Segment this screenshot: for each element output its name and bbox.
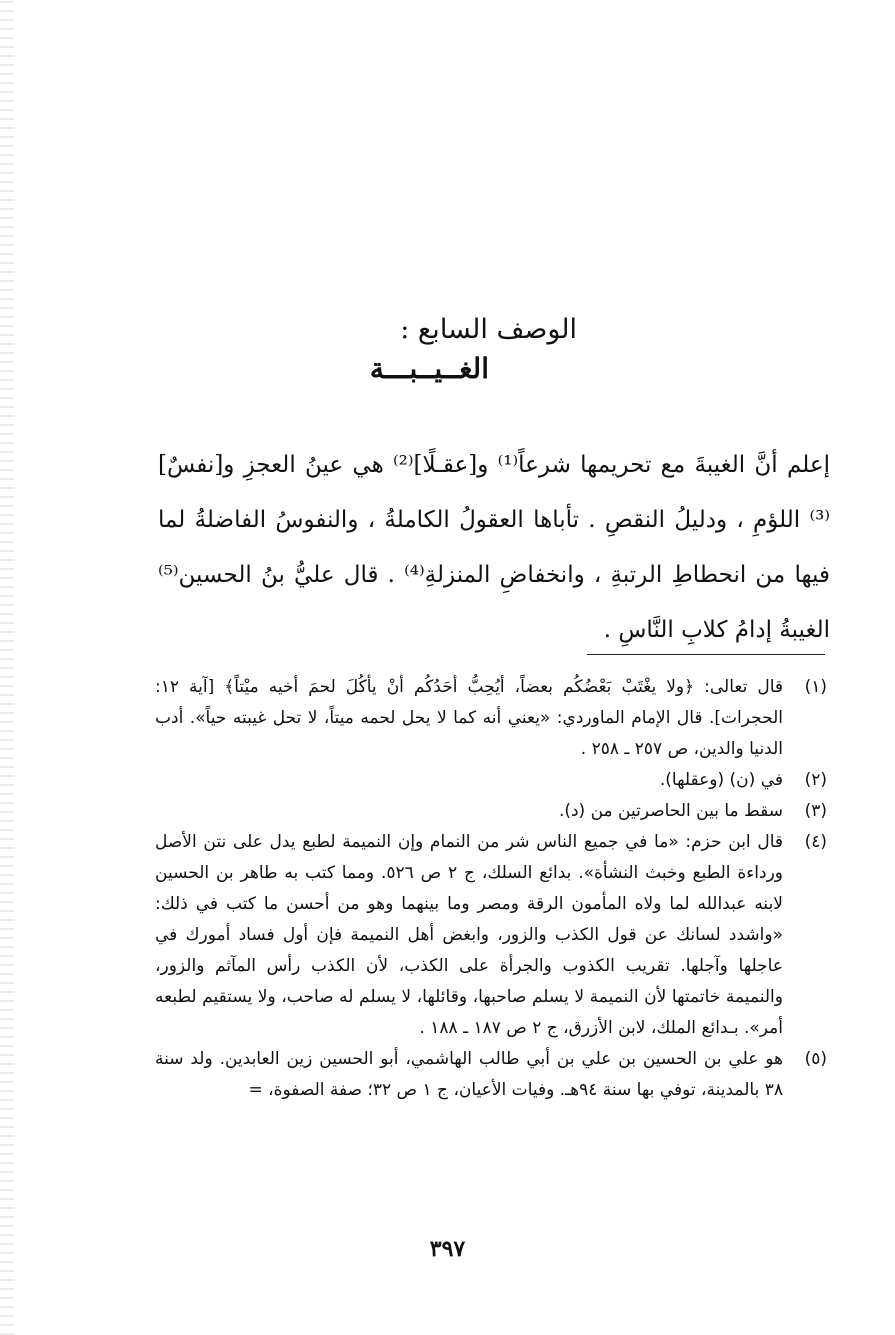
page-number: ٣٩٧ <box>429 1236 466 1262</box>
footnote-3 <box>155 796 827 827</box>
binding-edge <box>0 0 14 1335</box>
footnote-number: (٥) <box>804 1049 827 1069</box>
footnote-2 <box>155 765 827 796</box>
footnote-number: (١) <box>804 677 827 697</box>
footnote-number: (٢) <box>804 770 827 790</box>
footnote-4 <box>155 827 827 1044</box>
footnote-text: هو علي بن الحسين بن علي بن أبي طالب الهاشمي، أبو الحسين زين العابدين. ولد سنة ٣٨ بالمدينة، توفي بها سنة ٩٤هـ. وفيات الأعيان، ج ١ ص ٣٢؛ صفة الصفوة، = <box>155 1049 783 1100</box>
footnote-text: في (ن) (وعقلها). <box>659 770 783 790</box>
paragraph-text: إعلم أنَّ الغيبةَ مع تحريمها شرعاً⁽¹⁾ و[عقـلًا]⁽²⁾ هي عينُ العجزِ و[نفسٌ]⁽³⁾ اللؤمِ ، ودليلُ النقصِ . تأباها العقولُ الكاملةُ ، والنفوسُ الفاضلةُ لما فيها من انحطاطِ الرتبةِ ، وانخفاضِ المنزلةِ⁽⁴⁾ . قال عليُّ بنُ الحسين⁽⁵⁾ الغيبةُ إدامُ كلابِ النَّاسِ . <box>158 452 830 643</box>
footnote-text: قال ابن حزم: «ما في جميع الناس شر من النمام وإن النميمة لطبع يدل على نتن الأصل ورداءة الطبع وخبث النشأة». بدائع السلك، ج ٢ ص ٥٢٦. ومما كتب به طاهر بن الحسين لابنه عبدالله لما ولاه المأمون الرقة ومصر وما بينهما وهو من أحسن ما كتب في ذلك: «واشدد لسانك عن قول الكذب والزور، وابغض أهل النميمة فإن أول فساد أمورك في عاجلها وآجلها. تقريب الكذوب والجرأة على الكذب، لأن الكذب رأس المآثم والزور، والنميمة خاتمتها لأن النميمة لا يسلم صاحبها، وقائلها، لا يسلم له صاحب، ولا يستقيم لطبعه أمر». بـدائع الملك، لابن الأزرق، ج ٢ ص ١٨٧ ـ ١٨٨ . <box>155 832 783 1038</box>
main-paragraph <box>158 438 830 658</box>
section-title: الوصف السابع : <box>400 314 577 345</box>
footnote-number: (٣) <box>804 801 827 821</box>
footnote-1 <box>155 672 827 765</box>
footnotes <box>155 672 827 1106</box>
footnote-divider <box>587 654 825 655</box>
footnote-text: قال تعالى: ﴿ولا يغْتَبْ بَعْضُكُم بعضاً، أيُحِبُّ أحَدُكُم أنْ يأكُلَ لحمَ أخيه ميْتاً﴾ [آية ١٢: الحجرات]. قال الإمام الماوردي: «يعني أنه كما لا يحل لحمه ميتاً، لا تحل غيبته حياً». أدب الدنيا والدين، ص ٢٥٧ ـ ٢٥٨ . <box>155 677 783 759</box>
footnote-number: (٤) <box>804 832 827 852</box>
footnote-5 <box>155 1044 827 1106</box>
section-subtitle: الغــيــبـــة <box>369 352 489 385</box>
section-heading <box>370 312 577 388</box>
footnote-text: سقط ما بين الحاصرتين من (د). <box>558 801 783 821</box>
